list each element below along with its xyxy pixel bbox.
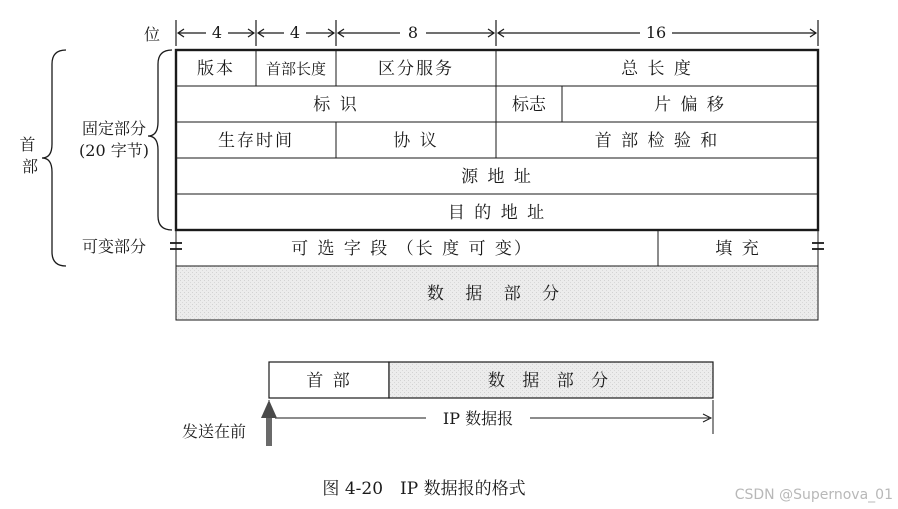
width-16: 16 <box>645 23 667 42</box>
figure-caption: 图 4-20 IP 数据报的格式 <box>322 479 526 499</box>
width-8: 8 <box>407 23 419 42</box>
header-brace <box>42 50 66 266</box>
bottom-data-label: 数 据 部 分 <box>487 371 615 391</box>
field-protocol: 协 议 <box>393 131 439 151</box>
side-header-char-2: 部 <box>21 157 39 176</box>
width-4b: 4 <box>289 23 301 42</box>
field-fragment-offset: 片 偏 移 <box>654 95 726 115</box>
send-first-label: 发送在前 <box>181 422 247 441</box>
field-identification: 标 识 <box>313 95 359 115</box>
field-version: 版本 <box>197 59 235 79</box>
fixed-part-brace <box>148 50 172 230</box>
side-header-label <box>19 135 40 176</box>
bit-label: 位 <box>143 25 161 44</box>
field-ttl: 生存时间 <box>218 131 294 151</box>
field-header-length: 首部长度 <box>265 60 327 78</box>
side-header-char-1: 首 <box>19 135 36 154</box>
field-source: 源 地 址 <box>461 167 533 187</box>
side-variable: 可变部分 <box>81 237 147 256</box>
field-destination: 目 的 地 址 <box>447 203 547 223</box>
datagram-label: IP 数据报 <box>442 409 514 428</box>
field-flags: 标志 <box>512 95 546 115</box>
field-total-length: 总 长 度 <box>621 59 693 79</box>
bottom-header-label: 首 部 <box>306 371 352 391</box>
field-padding: 填 充 <box>715 239 761 259</box>
field-data: 数 据 部 分 <box>426 284 568 304</box>
field-options: 可 选 字 段 （长 度 可 变） <box>291 239 533 259</box>
side-fixed-line1: 固定部分 <box>81 119 147 138</box>
side-fixed-line2: (20 字节) <box>79 141 149 160</box>
width-4a: 4 <box>211 23 223 42</box>
field-checksum: 首 部 检 验 和 <box>594 131 720 151</box>
send-first-arrow-icon <box>261 400 277 446</box>
bit-scale <box>176 20 818 46</box>
watermark: CSDN @Supernova_01 <box>734 487 893 503</box>
field-service: 区分服务 <box>378 59 454 79</box>
